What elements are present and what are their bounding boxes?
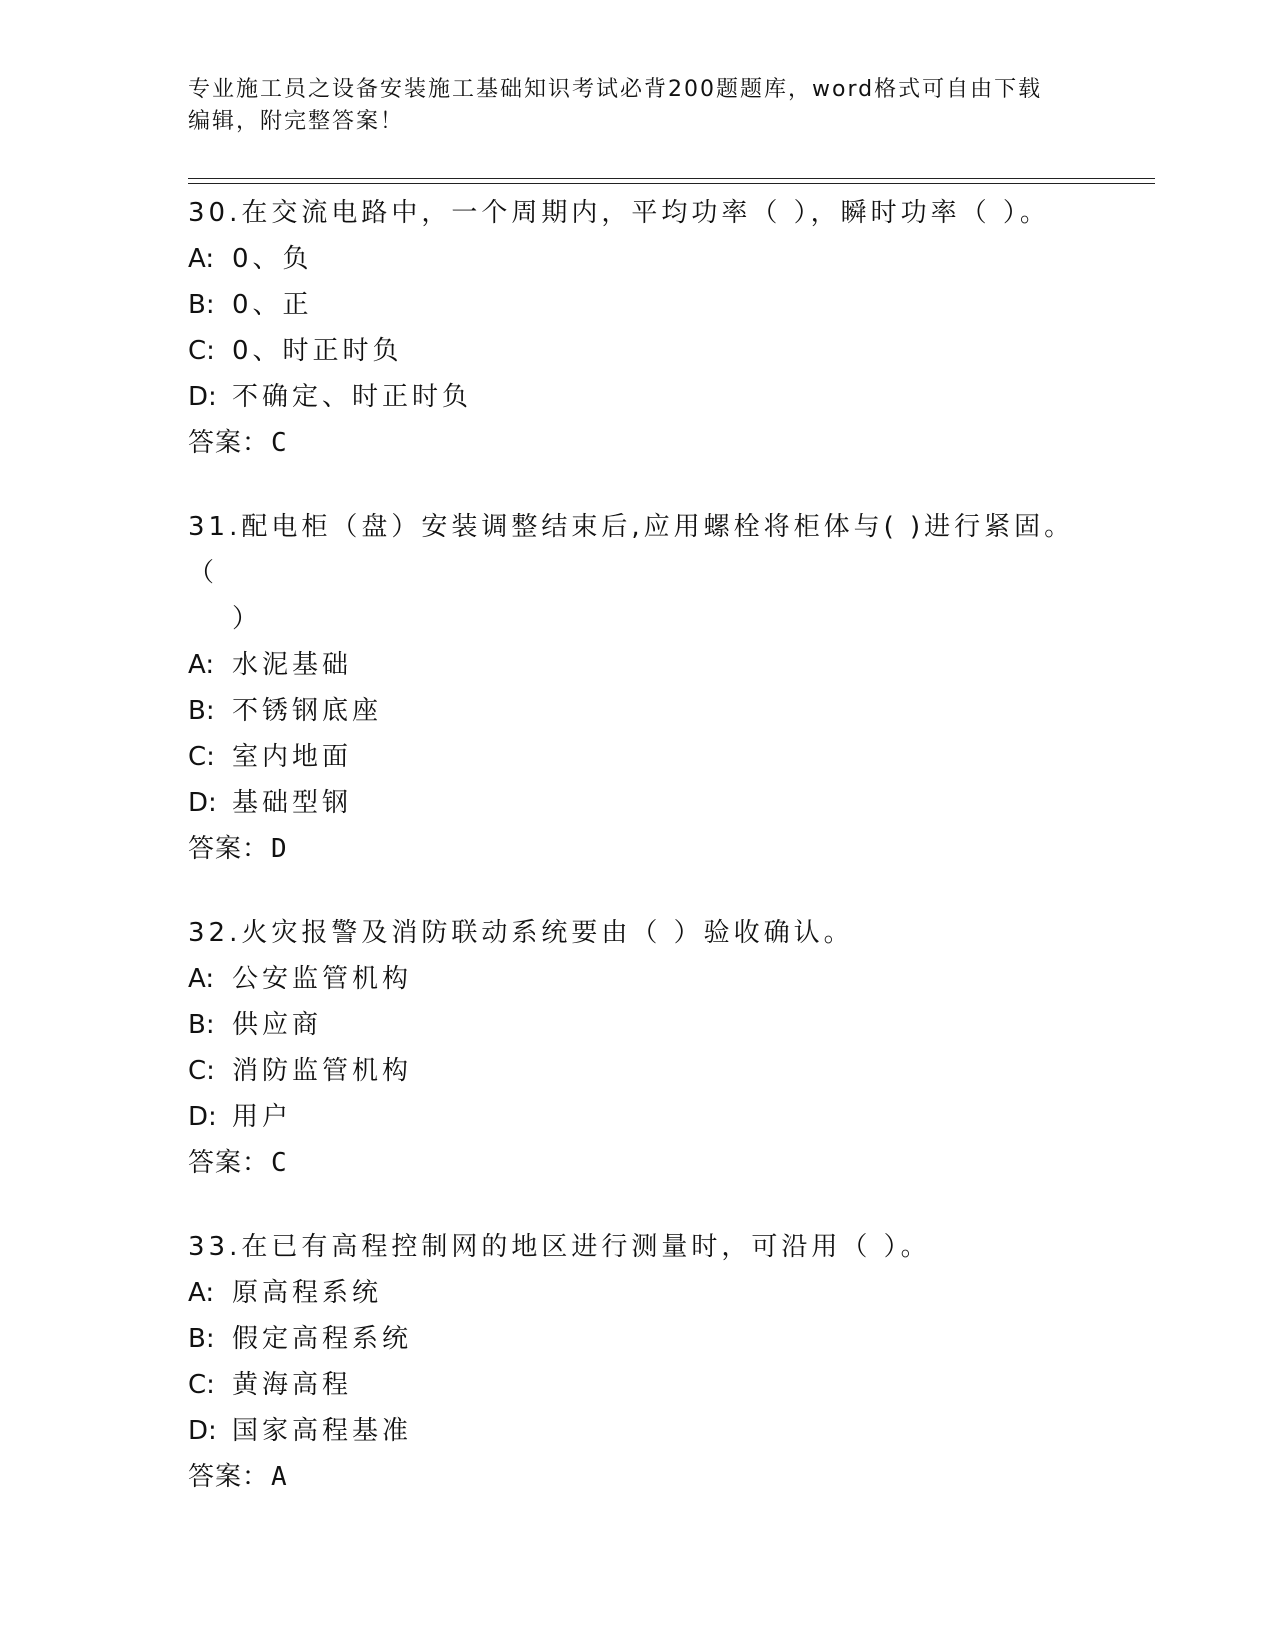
option-b	[188, 1002, 1088, 1048]
answer-value: A	[271, 1462, 288, 1492]
question-30	[188, 190, 1088, 466]
answer-line	[188, 826, 1088, 872]
option-d	[188, 1094, 1088, 1140]
option-letter: B:	[188, 290, 215, 320]
option-d	[188, 780, 1088, 826]
answer-value: C	[271, 428, 288, 458]
answer-line	[188, 1140, 1088, 1186]
option-letter: A:	[188, 650, 215, 680]
option-text: 不锈钢底座	[232, 696, 383, 726]
answer-label: 答案：	[188, 1148, 270, 1178]
question-31	[188, 504, 1088, 872]
option-letter: A:	[188, 964, 215, 994]
option-d	[188, 374, 1088, 420]
header-line-2: 编辑，附完整答案！	[188, 109, 405, 134]
option-letter: B:	[188, 696, 215, 726]
option-text: 原高程系统	[232, 1278, 383, 1308]
option-a	[188, 236, 1088, 282]
question-stem-text: 32.火灾报警及消防联动系统要由（ ）验收确认。	[188, 918, 854, 948]
option-letter: B:	[188, 1324, 215, 1354]
option-letter: C:	[188, 1370, 215, 1400]
question-33	[188, 1224, 1088, 1500]
option-letter: D:	[188, 1102, 217, 1132]
header-rule-bottom	[188, 183, 1155, 184]
option-a	[188, 956, 1088, 1002]
question-stem-text: 30.在交流电路中，一个周期内，平均功率（ ），瞬时功率（ ）。	[188, 198, 1050, 228]
option-letter: C:	[188, 1056, 215, 1086]
option-a	[188, 642, 1088, 688]
document-header	[188, 74, 1088, 138]
option-letter: D:	[188, 788, 217, 818]
header-line-1: 专业施工员之设备安装施工基础知识考试必背200题题库，word格式可自由下载	[188, 77, 1043, 102]
option-text: 公安监管机构	[232, 964, 413, 994]
option-text: 水泥基础	[232, 650, 353, 680]
answer-line	[188, 1454, 1088, 1500]
question-stem-text: 33.在已有高程控制网的地区进行测量时，可沿用（ ）。	[188, 1232, 931, 1262]
option-text: 用户	[232, 1102, 293, 1132]
question-stem	[188, 190, 1088, 236]
option-d	[188, 1408, 1088, 1454]
option-c	[188, 1362, 1088, 1408]
option-c	[188, 1048, 1088, 1094]
option-c	[188, 734, 1088, 780]
option-text: 0、负	[232, 244, 313, 274]
option-text: 基础型钢	[232, 788, 353, 818]
header-rule-top	[188, 178, 1155, 179]
option-text: 供应商	[232, 1010, 323, 1040]
question-stem-continuation: ）	[232, 604, 263, 634]
option-b	[188, 1316, 1088, 1362]
answer-label: 答案：	[188, 428, 270, 458]
option-letter: A:	[188, 244, 215, 274]
option-text: 消防监管机构	[232, 1056, 413, 1086]
option-text: 假定高程系统	[232, 1324, 413, 1354]
answer-label: 答案：	[188, 834, 270, 864]
question-32	[188, 910, 1088, 1186]
option-a	[188, 1270, 1088, 1316]
option-letter: C:	[188, 336, 215, 366]
option-text: 0、时正时负	[232, 336, 403, 366]
question-stem	[188, 504, 1088, 642]
option-text: 室内地面	[232, 742, 353, 772]
answer-line	[188, 420, 1088, 466]
question-stem	[188, 1224, 1088, 1270]
answer-label: 答案：	[188, 1462, 270, 1492]
option-text: 不确定、时正时负	[232, 382, 473, 412]
option-text: 黄海高程	[232, 1370, 353, 1400]
option-text: 0、正	[232, 290, 313, 320]
option-letter: C:	[188, 742, 215, 772]
option-b	[188, 282, 1088, 328]
question-list	[188, 190, 1088, 1538]
option-letter: A:	[188, 1278, 215, 1308]
option-b	[188, 688, 1088, 734]
option-text: 国家高程基准	[232, 1416, 413, 1446]
option-letter: D:	[188, 382, 217, 412]
question-stem	[188, 910, 1088, 956]
option-letter: D:	[188, 1416, 217, 1446]
option-letter: B:	[188, 1010, 215, 1040]
answer-value: D	[271, 834, 288, 864]
question-stem-text: 31.配电柜（盘）安装调整结束后,应用螺栓将柜体与( )进行紧固。（	[188, 512, 1075, 588]
option-c	[188, 328, 1088, 374]
answer-value: C	[271, 1148, 288, 1178]
